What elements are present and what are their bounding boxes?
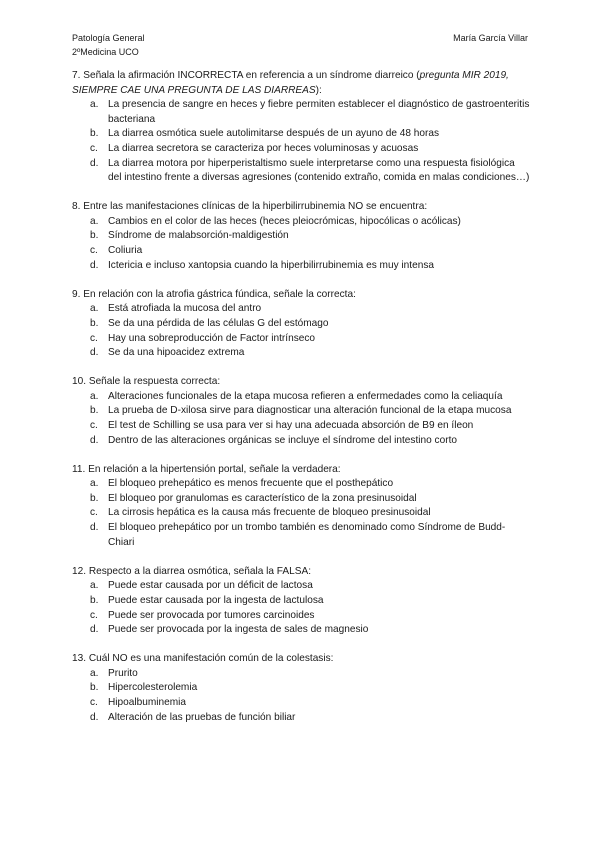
question-11 xyxy=(72,463,530,551)
option-text: La presencia de sangre en heces y fiebre permiten establecer el diagnóstico de gastroenteritis bacteriana xyxy=(108,99,530,125)
option-letter: a. xyxy=(90,390,99,402)
option-text: Síndrome de malabsorción-maldigestión xyxy=(108,230,289,242)
course-name: 2ºMedicina UCO xyxy=(72,46,139,57)
option-text: Hipoalbuminemia xyxy=(108,696,186,708)
option-c xyxy=(72,609,530,624)
question-stem: 12. Respecto a la diarrea osmótica, señala la FALSA: xyxy=(72,565,312,577)
option-a xyxy=(72,98,530,127)
option-letter: c. xyxy=(90,419,98,431)
option-text: Puede ser provocada por la ingesta de sales de magnesio xyxy=(108,624,369,636)
option-d xyxy=(72,157,530,186)
option-letter: d. xyxy=(90,347,99,359)
option-d xyxy=(72,434,530,449)
option-letter: d. xyxy=(90,434,99,446)
option-letter: d. xyxy=(90,522,99,534)
option-letter: a. xyxy=(90,99,99,111)
option-text: La diarrea motora por hiperperistaltismo suele interpretarse como una respuesta fisiológica del intestino frente a diversas agresiones (contenido extraño, comida en malas condiciones…) xyxy=(108,157,530,184)
question-7 xyxy=(72,69,530,186)
option-text: La cirrosis hepática es la causa más frecuente de bloqueo presinusoidal xyxy=(108,507,431,519)
option-letter: a. xyxy=(90,215,99,227)
page-header xyxy=(72,32,528,64)
option-text: Ictericia e incluso xantopsia cuando la hiperbilirrubinemia es muy intensa xyxy=(108,259,434,271)
option-c xyxy=(72,244,530,259)
question-stem: 13. Cuál NO es una manifestación común de la colestasis: xyxy=(72,653,334,665)
option-text: Hay una sobreproducción de Factor intrínseco xyxy=(108,332,316,344)
option-text: La diarrea secretora se caracteriza por heces voluminosas y acuosas xyxy=(108,142,419,154)
option-text: Alteraciones funcionales de la etapa mucosa refieren a enfermedades como la celiaquía xyxy=(108,390,503,402)
option-letter: c. xyxy=(90,245,98,257)
option-letter: b. xyxy=(90,128,99,140)
option-c xyxy=(72,332,530,347)
option-a xyxy=(72,579,530,594)
option-text: La diarrea osmótica suele autolimitarse después de un ayuno de 48 horas xyxy=(108,128,440,140)
question-stem: 11. En relación a la hipertensión portal, señale la verdadera: xyxy=(72,463,341,475)
option-letter: a. xyxy=(90,580,99,592)
question-stem: 8. Entre las manifestaciones clínicas de la hiperbilirrubinemia NO se encuentra: xyxy=(72,201,428,213)
option-d xyxy=(72,711,530,726)
option-d xyxy=(72,623,530,638)
question-13 xyxy=(72,652,530,725)
option-letter: b. xyxy=(90,492,99,504)
option-letter: d. xyxy=(90,157,99,169)
option-b xyxy=(72,317,530,332)
option-b xyxy=(72,127,530,142)
option-letter: c. xyxy=(90,609,98,621)
question-stem: 10. Señale la respuesta correcta: xyxy=(72,376,221,388)
option-b xyxy=(72,492,530,507)
option-text: Alteración de las pruebas de función biliar xyxy=(108,711,296,723)
option-letter: a. xyxy=(90,478,99,490)
option-d xyxy=(72,259,530,274)
option-letter: a. xyxy=(90,303,99,315)
option-d xyxy=(72,521,530,550)
option-text: Se da una pérdida de las células G del estómago xyxy=(108,317,329,329)
option-letter: b. xyxy=(90,317,99,329)
option-letter: d. xyxy=(90,259,99,271)
question-stem: 7. Señala la afirmación INCORRECTA en referencia a un síndrome diarreico (pregunta MIR 2019, SIEMPRE CAE UNA PREGUNTA DE LAS DIARREAS): xyxy=(72,70,509,96)
option-text: Puede estar causada por un déficit de lactosa xyxy=(108,580,313,592)
option-text: El bloqueo prehepático por un trombo también es denominado como Síndrome de Budd-Chiari xyxy=(108,522,506,548)
option-a xyxy=(72,215,530,230)
question-list xyxy=(72,69,530,740)
option-letter: c. xyxy=(90,507,98,519)
option-text: Coliuria xyxy=(108,245,143,257)
option-c xyxy=(72,142,530,157)
option-text: El bloqueo por granulomas es característico de la zona presinusoidal xyxy=(108,492,417,504)
option-text: Dentro de las alteraciones orgánicas se incluye el síndrome del intestino corto xyxy=(108,434,457,446)
option-b xyxy=(72,594,530,609)
option-text: Puede ser provocada por tumores carcinoides xyxy=(108,609,315,621)
option-text: Se da una hipoacidez extrema xyxy=(108,347,245,359)
author-name: María García Villar xyxy=(453,33,528,43)
option-a xyxy=(72,667,530,682)
option-c xyxy=(72,419,530,434)
option-b xyxy=(72,229,530,244)
question-10 xyxy=(72,375,530,448)
option-letter: a. xyxy=(90,667,99,679)
option-d xyxy=(72,346,530,361)
option-text: Hipercolesterolemia xyxy=(108,682,198,694)
option-text: El bloqueo prehepático es menos frecuente que el posthepático xyxy=(108,478,394,490)
option-a xyxy=(72,390,530,405)
option-letter: d. xyxy=(90,624,99,636)
option-letter: b. xyxy=(90,594,99,606)
question-9 xyxy=(72,288,530,361)
option-letter: c. xyxy=(90,142,98,154)
option-text: La prueba de D-xilosa sirve para diagnosticar una alteración funcional de la etapa mucosa xyxy=(108,405,512,417)
option-a xyxy=(72,302,530,317)
option-letter: c. xyxy=(90,332,98,344)
option-b xyxy=(72,681,530,696)
option-text: Cambios en el color de las heces (heces pleiocrómicas, hipocólicas o acólicas) xyxy=(108,215,461,227)
question-stem: 9. En relación con la atrofia gástrica fúndica, señale la correcta: xyxy=(72,288,356,300)
option-letter: c. xyxy=(90,696,98,708)
option-letter: d. xyxy=(90,711,99,723)
option-letter: b. xyxy=(90,230,99,242)
option-text: El test de Schilling se usa para ver si hay una adecuada absorción de B9 en íleon xyxy=(108,419,474,431)
option-text: Prurito xyxy=(108,667,138,679)
question-12 xyxy=(72,565,530,638)
option-c xyxy=(72,696,530,711)
header-left xyxy=(72,32,145,59)
option-text: Puede estar causada por la ingesta de lactulosa xyxy=(108,594,324,606)
option-letter: b. xyxy=(90,682,99,694)
option-c xyxy=(72,506,530,521)
question-8 xyxy=(72,200,530,273)
option-a xyxy=(72,477,530,492)
subject-name: Patología General xyxy=(72,33,145,43)
option-letter: b. xyxy=(90,405,99,417)
option-text: Está atrofiada la mucosa del antro xyxy=(108,303,262,315)
option-b xyxy=(72,404,530,419)
